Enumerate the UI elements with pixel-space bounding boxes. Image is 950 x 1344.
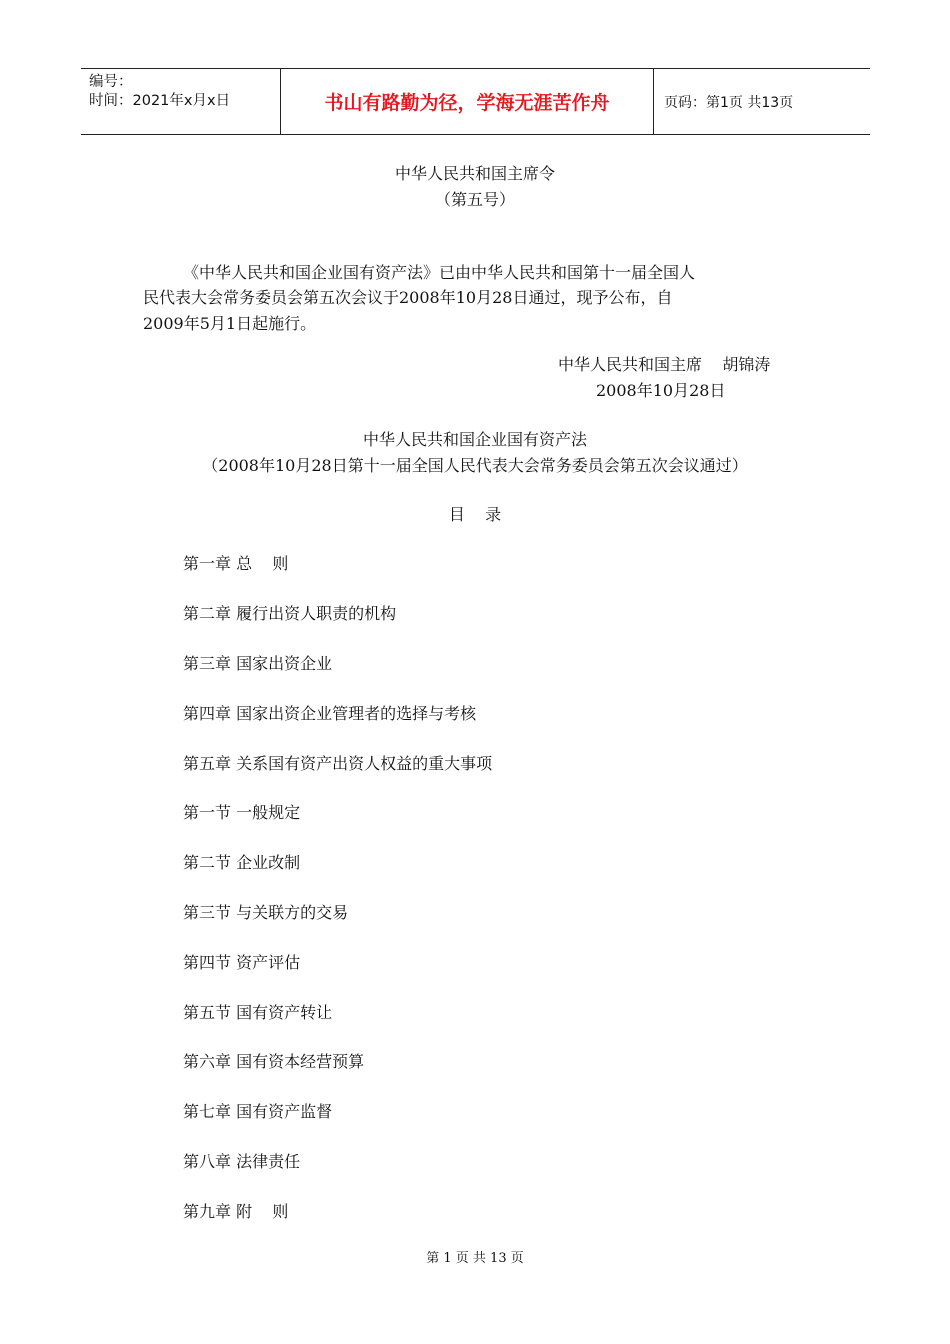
header-page-cell xyxy=(654,69,870,134)
order-number: （第五号） xyxy=(434,190,515,209)
law-subtitle: （2008年10月28日第十一届全国人民代表大会常务委员会第五次会议通过） xyxy=(202,456,748,475)
number-label: 编号： xyxy=(89,74,133,90)
law-title: 中华人民共和国企业国有资产法 xyxy=(362,430,587,449)
order-title: 中华人民共和国主席令 xyxy=(394,164,555,183)
toc-item: 第八章 法律责任 xyxy=(183,1152,301,1171)
signatory: 中华人民共和国主席 胡锦涛 xyxy=(558,355,771,374)
toc-item: 第四节 资产评估 xyxy=(183,953,301,972)
time-label: 时间：2021年x月x日 xyxy=(89,93,231,109)
toc-item: 第七章 国有资产监督 xyxy=(183,1102,333,1121)
order-body-line-2: 民代表大会常务委员会第五次会议于2008年10月28日通过，现予公布，自 xyxy=(143,288,673,307)
page-info: 页码：第1页 共13页 xyxy=(664,94,794,111)
toc-item: 第五节 国有资产转让 xyxy=(183,1003,333,1022)
order-body-line-1: 《中华人民共和国企业国有资产法》已由中华人民共和国第十一届全国人 xyxy=(183,263,696,282)
toc-item: 第五章 关系国有资产出资人权益的重大事项 xyxy=(183,754,493,773)
toc-item: 第二节 企业改制 xyxy=(183,853,301,872)
header-meta-cell xyxy=(81,69,281,134)
order-date: 2008年10月28日 xyxy=(596,381,726,400)
header-motto-cell xyxy=(281,69,654,134)
toc-item: 第一节 一般规定 xyxy=(183,803,301,822)
toc-item: 第二章 履行出资人职责的机构 xyxy=(183,604,397,623)
toc-item: 第三章 国家出资企业 xyxy=(183,654,333,673)
toc-item: 第九章 附 则 xyxy=(183,1202,289,1221)
toc-item: 第四章 国家出资企业管理者的选择与考核 xyxy=(183,704,477,723)
page-footer: 第 1 页 共 13 页 xyxy=(426,1251,524,1266)
header-table xyxy=(81,68,870,135)
toc-item: 第一章 总 则 xyxy=(183,554,289,573)
toc-item: 第三节 与关联方的交易 xyxy=(183,903,349,922)
toc-heading: 目 录 xyxy=(448,505,502,524)
motto-text: 书山有路勤为径，学海无涯苦作舟 xyxy=(324,92,610,114)
toc-item: 第六章 国有资本经营预算 xyxy=(183,1052,365,1071)
order-body-line-3: 2009年5月1日起施行。 xyxy=(143,314,317,333)
